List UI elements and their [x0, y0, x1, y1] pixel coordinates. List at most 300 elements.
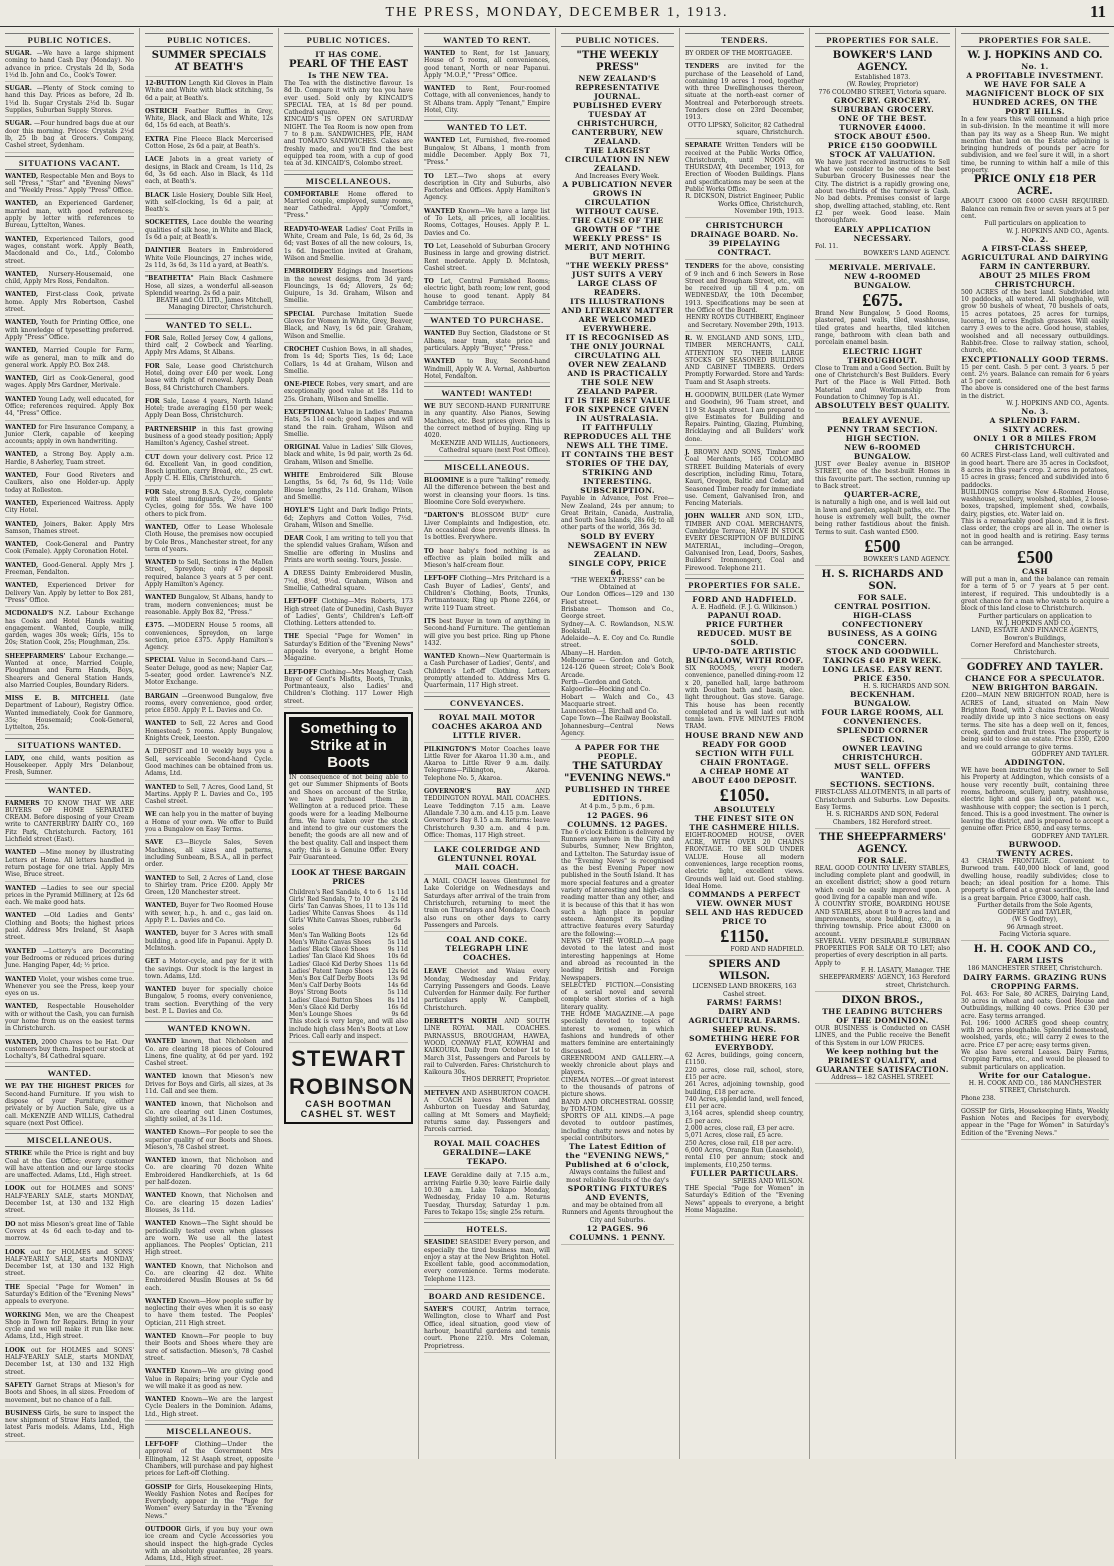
- ad-body: [424, 278, 550, 307]
- ad-subhead: NEW 4-ROOMED BUNGALOW.: [844, 272, 921, 291]
- ad-body: [5, 500, 134, 515]
- ad-text: —Greenwood Bungalow, five rooms, every convenience, good order, price £850. Apply P. L. Davies and Co.: [145, 692, 273, 715]
- classified-ad: [424, 1306, 550, 1353]
- ad-line: Apply to: [815, 959, 841, 967]
- ad-lead: WANTED,: [145, 902, 179, 910]
- ad-lead: TENDERS: [685, 63, 720, 71]
- ad-lead: SPECIAL: [145, 657, 176, 665]
- price-row: [289, 968, 408, 975]
- ad-text: Value in Ladies' Panama Hats, 5s 11d each; good shapes and will stand the rain. Graham, Wilson and Smellie.: [284, 408, 413, 438]
- feature-line: NEWS OF THE WORLD.—A page devoted to the latest and most interesting happenings at Home and abroad as recounted in the leading British and Foreign Newspapers.: [561, 938, 674, 982]
- hopkins-ad: [961, 50, 1109, 659]
- ad-text: —Mine money by illustrating Letters at Home. All letters handled in return postage for one trial. Apply Mrs Wise, Bruce street.: [5, 849, 135, 879]
- page-number: 11: [1089, 2, 1106, 21]
- ad-subhead: FARMS! FARMS!: [706, 998, 783, 1008]
- ad-body: [424, 618, 550, 647]
- classified-ad: [284, 570, 413, 595]
- dixon-ad: [815, 995, 950, 1084]
- ad-body: [145, 1441, 273, 1477]
- section-heading: WANTED TO RENT.: [424, 33, 550, 47]
- ad-signature: BOWKER'S LAND AGENCY.: [863, 249, 950, 257]
- ad-lead: BARGAIN: [145, 692, 179, 700]
- ad-body: [145, 247, 273, 269]
- sheepfarmers-ad: [815, 832, 950, 992]
- ad-text: AND TEDDINGTON ROYAL MAIL COACHES. Leave Teddington 7.15 a.m. Leave Allandale 7.30 a.m. and 4.15 p.m. Leave Governor's Bay 8.15 a.m. Returns: leave Christchurch 9.30 a.m. and 4 p.m. Office: Thomas, 117 High street.: [424, 788, 550, 839]
- ad-body: [5, 85, 134, 114]
- ad-subhead: THE LARGEST CIRCULATION IN NEW ZEALAND.: [564, 146, 671, 173]
- ad-lead: WANTED,: [5, 291, 39, 299]
- ad-text: THE Special "Page for Women" in Saturday's Edition of the "Evening News" appeals to everyone, a bright Home Magazine.: [685, 1185, 804, 1214]
- ad-text: Edgings and Insertions in the newest designs, from 3d yard; Flouncings, 1s 6d; Allovers, 2s 6d; Guipure, 1s 3d. Graham, Wilson and Smellie.: [284, 268, 413, 305]
- price-row: [289, 975, 408, 982]
- ad-text: Known, that Nicholsen and Co. are clearing 15 dozen Ladies' Blouses, 3s 11d.: [145, 1192, 273, 1214]
- ad-headline: SPIERS AND WILSON.: [708, 959, 781, 983]
- classified-ad: [145, 1396, 273, 1421]
- ad-body: [5, 1150, 134, 1179]
- ad-subhead: BECKENHAM.: [850, 690, 915, 700]
- section-heading: PUBLIC NOTICES.: [145, 33, 273, 47]
- ad-line: Further details from the Sole Agents,: [977, 901, 1093, 909]
- ad-text: for the above, consisting of 9 inch and 6 inch Sewers in Rose Street and Brougham Street, etc., will be received up till 4 p.m. on WEDNESDAY, the 10th December, 1913. Specifications may be seen at the Office of the Board.: [685, 263, 805, 315]
- ad-body: [145, 1526, 273, 1562]
- ad-text: In a few years this will command a high price in sub-division. In the meantime it will more than pay its way as a Sheep Run. We might mention that land on the Estate adjoining is bringing hundreds of pounds per acre for subdivision, and we feel sure it will, in a short time, be running to within half a mile of this property.: [961, 116, 1109, 175]
- ad-lead: FOR: [145, 488, 160, 496]
- ad-text: best Buyer in town of anything in Second-hand Furniture. The gentleman will give you best price. Ring up Phone 1432.: [424, 617, 551, 647]
- ad-subhead: 12 PAGES. 96 COLUMNS. 12 PAGES.: [567, 810, 668, 829]
- ad-lead: WANTED: [424, 330, 456, 338]
- ad-text: BROWN AND SONS, Timber and Coal Merchants, 165 COLOMBO STREET. Building Materials of every description, including Rimu, Totara, Kauri, Oregon, Baltic and Cedar, and Seasoned Timber ready for immediate use. Cement, Galvanised Iron, and Fencing Materials.: [685, 449, 805, 508]
- ad-text: out for HOLMES and SONS' HALF-YEARLY SALE, starts MONDAY, December 1st, at 130 and 132 High street.: [5, 1346, 134, 1376]
- ad-text: Feather Ruffles in Grey, White, Black, and Black and White, 12s 6d, 15s 6d each, at Beath's.: [145, 107, 274, 130]
- classified-ad: [145, 1129, 273, 1154]
- classified-ad: [145, 335, 273, 360]
- price-item: Girls' Tan Canvas Shoes, 11 to 1: [289, 903, 388, 911]
- classified-ad: [145, 108, 273, 133]
- ad-lead: EXTRA: [145, 135, 169, 143]
- ad-body: [424, 1172, 550, 1216]
- ad-lead: METEVEN: [424, 1089, 460, 1097]
- ad-text: out for HOLMES and SONS' HALF-YEARLY SALE, starts MONDAY, December 1st, at 130 and 132 High street.: [5, 1185, 134, 1215]
- ad-headline: GODFREY AND TAYLER.: [966, 662, 1104, 674]
- ad-lead: OSTRICH: [145, 107, 178, 115]
- ad-body: [284, 535, 413, 564]
- ad-lead: WANTED: [5, 912, 37, 920]
- ad-subhead: ABSOLUTELY BEST QUALITY.: [815, 401, 950, 411]
- ad-body: [145, 1484, 273, 1520]
- classified-ad: [145, 1192, 273, 1217]
- ad-subhead: SPORTING FIXTURES AND EVENTS,: [567, 1183, 668, 1202]
- price-item: Boys' Strong Boots: [289, 989, 347, 997]
- price-value: 16s 6d: [387, 1003, 408, 1011]
- ad-body: [5, 1284, 134, 1306]
- ad-body: [145, 275, 273, 297]
- classified-ad: [685, 142, 804, 218]
- ad-lead: HOYLE'S: [284, 507, 315, 515]
- price-item: Ladies' Glacé Button Shoes: [289, 996, 373, 1004]
- ad-body: [145, 1333, 273, 1362]
- classified-ad: [424, 575, 550, 614]
- agent-line: Kalgoorlie—Hocking and Co.: [561, 686, 651, 694]
- classified-ad: [424, 618, 550, 650]
- ad-subhead: A FIRST-CLASS SHEEP, AGRICULTURAL AND DAIRYING FARM IN CANTERBURY.: [961, 243, 1109, 271]
- section-heading: MISCELLANEOUS.: [424, 460, 550, 474]
- ad-subhead: NEW ZEALAND'S REPRESENTATIVE JOURNAL.: [575, 74, 660, 101]
- classified-ad: [5, 912, 134, 944]
- ford-hadfield-ad: [685, 595, 804, 957]
- ad-line: PRICE FURTHER REDUCED. MUST BE SOLD.: [696, 620, 793, 648]
- ad-price: PRICE ONLY £18 PER ACRE.: [973, 174, 1097, 198]
- ad-body: [424, 403, 550, 439]
- ad-body: [145, 219, 273, 241]
- ad-body: [685, 513, 804, 571]
- ad-text: N.Z. Labour Exchange has Cooks and Hotel Hands waiting engagement. Wanted, Couple, milk, garden, wages 30s week; Girls, 15s to 20s; Station Cook, 25s; Ploughman, 25s.: [5, 610, 134, 647]
- ad-lead: DAINTIER: [145, 247, 181, 255]
- ad-subhead: SINGLE COPY, PRICE 6d.: [568, 558, 667, 577]
- ad-headline: W. J. HOPKINS AND CO.: [967, 50, 1103, 61]
- ad-text: —Old Ladies and Gents' Clothing and Boots; the highest prices paid. Address Mrs Ireland, St Asaph street.: [5, 912, 135, 942]
- classified-ad: [424, 50, 550, 82]
- ad-body: [145, 811, 273, 833]
- price-item: Girls' Red Sandals, 7 to 10: [289, 895, 371, 903]
- section-heading: PUBLIC NOTICES.: [5, 33, 134, 47]
- ad-text: is naturally a high one, and is well laid out in lawn and garden, asphalt paths, etc. The house is extremely well built, the owner being rather fastidious about the finish. Terms to suit. Cash wanted £500.: [815, 499, 950, 536]
- ad-subhead: ADDINGTON.: [1004, 758, 1066, 768]
- ad-body: [424, 208, 550, 237]
- ad-lead: WE PAY THE HIGHEST PRICES: [5, 1083, 122, 1091]
- classified-ad: [5, 755, 134, 780]
- ad-text: to Rent, for 1st January, House of 5 rooms, all conveniences, good tenant, North or near Papanui. Apply "M.O.P.," "Press" Office.: [424, 50, 550, 79]
- ad-subhead: CASH: [1022, 567, 1048, 577]
- ad-body: [284, 598, 413, 627]
- ad-lead: LEFT-OFF: [145, 1441, 179, 1449]
- price-row: [289, 903, 408, 910]
- ad-text: SEASIDE! Every person, and especially the tired business man, will enjoy a stay at the New Brighton Hotel. Excellent table, good accommodation, every convenience. Terms moderate. Telephone 1123.: [424, 1239, 551, 1283]
- classified-ad: [284, 633, 413, 665]
- ad-body: [424, 50, 550, 79]
- ad-subhead: EXCEPTIONALLY GOOD TERMS.: [961, 354, 1109, 364]
- ad-claim: IT IS RECOGNISED AS THE ONLY JOURNAL CIRCULATING ALL OVER NEW ZEALAND AND IS PRACTICALLY THE SOLE NEW ZEALAND PAPER.: [565, 333, 670, 397]
- classified-ad: [5, 1221, 134, 1246]
- ad-price: £500: [1017, 547, 1053, 568]
- boots-advert: [284, 712, 416, 1124]
- ad-body: [5, 582, 134, 604]
- ad-text: for Second-hand Furniture. If you wish to dispose of your Furniture, either privately or by Auction Sale, give us a call. McKENZIE AND WILLIS, Cathedral square (next Post Office).: [5, 1083, 134, 1127]
- section-heading: WANTED KNOWN.: [145, 1021, 273, 1035]
- classified-ad: [424, 1172, 550, 1219]
- ad-body: [145, 363, 273, 392]
- ad-subhead: A CHEAP HOME AT ABOUT £400 DEPOSIT.: [691, 766, 798, 785]
- classified-ad: [424, 208, 550, 240]
- farm-line: 6,000 Acres, Orange Run (Leasehold), rental £10 per annum; stock and implements, £10,250 terms.: [685, 1146, 804, 1169]
- ad-lead: FOR: [145, 362, 160, 370]
- ad-lead: WANTED: [145, 1157, 177, 1165]
- ad-text: for Fire Insurance Company, a Junior Clerk, capable of keeping accounts; apply in own handwriting.: [5, 423, 134, 446]
- classified-ad: [685, 392, 804, 446]
- ad-lead: GOVERNOR'S BAY: [424, 788, 511, 796]
- ad-subhead: TURNOVER £4000.: [839, 122, 926, 132]
- ad-subhead: ABSOLUTELY: [714, 804, 775, 814]
- ad-body: [424, 1239, 550, 1283]
- ad-body: [5, 1083, 134, 1127]
- ad-text: Sale, Rolled Jersey Cow, 4 gallons, third calf, 2 Cowbeck and Yearling. Apply Mrs Adams, St Albans.: [145, 334, 274, 357]
- ad-text: Good-General. Apply Mrs J. Freeman, Fendalton.: [5, 561, 134, 577]
- ad-text: AND SOUTH LINE ROYAL MAIL COACHES. PARNASSUS, BROUGHAM, HAWEA, WOOD, CONWAY FLAT, KOWHAI and KAIKOURA. Daily from October 1st to March 31st, Passengers and Parcels by rail to Culverden. Fares: Christchurch to Kaikoura 30s.: [424, 1018, 551, 1077]
- farm-line: 261 Acres, adjoining township, good building, £18 per acre.: [685, 1081, 804, 1096]
- feature-line: CINEMA NOTES.—Of great interest to the thousands of patrons of picture shows.: [561, 1076, 674, 1099]
- ad-lead: "BEATHETTA": [145, 275, 194, 283]
- classified-ad: [145, 50, 273, 77]
- ad-body: [5, 755, 134, 777]
- ad-text: The 6 o'clock Edition is delivered by Runners anywhere in the City and Suburbs, Sumner, New Brighton, and Lyttelton. The Saturday issue of the "Evening News" is recognised as the best Evening Paper now published in the South Island. It has more special features and a greater variety of interesting and high-class reading matter than any other, and it is because of this that it has won such a high place in popular esteem. Amongst its leading attractive features every Saturday are the following:—: [561, 828, 674, 938]
- section-heading: SITUATIONS WANTED.: [5, 738, 134, 752]
- ad-body: [145, 1073, 273, 1095]
- ad-text: Robes, very smart, and are exceptionally good value at 18s 11d to 25s. Graham, Wilson and Smellie.: [284, 381, 413, 403]
- price-row: [289, 989, 408, 996]
- ad-lead: SPECIAL: [284, 310, 315, 318]
- classified-ad: [424, 746, 550, 785]
- farm-line: 220 acres, close rail, school, store, £15 per acre.: [685, 1066, 804, 1081]
- boots-body: IN consequence of not being able to get our Summer Shipments of Boots and Shoes on account of the Strike, we have purchased them in Wellington at a reduced price. These goods were for a leading Melbourne firm. We have taken over the stock and intend to give our customers the benefit; the goods are all new and of the best quality. Call and inspect them early; this is a Genuine Offer. Every Pair Guaranteed.: [289, 774, 408, 865]
- classified-ad: [685, 335, 804, 389]
- ad-text: Geraldine daily at 7.15 a.m., arriving Fairlie 9.30; leave Fairlie daily 10.30 a.m. Lake Tekapo Monday, Wednesday, Friday 10 a.m. Returns Tuesday, Thursday, Saturday 1 p.m. Fares to Tekapo 15s; single 25s return.: [424, 1172, 550, 1216]
- ad-line: Further particulars on application to: [978, 612, 1092, 620]
- ad-lead: WORKING: [5, 1311, 42, 1319]
- ad-subhead: PUBLISHED IN THREE EDITIONS.: [564, 785, 671, 804]
- price-row: [289, 946, 408, 953]
- ad-lead: WANTED: [145, 1073, 177, 1081]
- classified-ad: [145, 1157, 273, 1189]
- ad-lead: H.: [685, 391, 693, 399]
- classified-ad: [284, 346, 413, 378]
- ad-text: WE have been instructed by the owner to Sell his Property at Addington, which consists of a house very recently built, containing three rooms, bathroom, scullery, pantry, washhouse, electric light and gas laid on, patent w.c., washhouse with copper; the section is 1 perch, fenced. This is a good investment. The owner is leaving the district, and is prepared to accept a genuine offer. Price £850, and easy terms.: [961, 767, 1109, 833]
- ad-signature: BEATH and CO. LTD., James Mitchell, Managing Director, Christchurch.: [156, 297, 273, 312]
- ad-body: [145, 80, 273, 102]
- ad-text: Respectable Householder with or without the Cash, you can furnish your home from us on the easiest terms in Christchurch.: [5, 1003, 134, 1033]
- ad-lead: LEFT-OFF: [284, 598, 318, 606]
- price-item: Men's Calf Derby Boots: [289, 982, 361, 990]
- ad-lead: WANTED: [145, 1396, 177, 1404]
- ad-lead: EMBROIDERY: [284, 268, 333, 276]
- classified-ad: [5, 50, 134, 82]
- ad-body: [145, 622, 273, 651]
- section-heading: WANTED TO LET.: [424, 120, 550, 134]
- ad-lead: READY-TO-WEAR: [284, 225, 343, 233]
- classified-ad: [5, 424, 134, 449]
- ad-text: Let, Central Furnished Rooms; electric light, bath room; low rent, good house to good tenant. Apply 84 Cambridge terrace.: [424, 278, 551, 308]
- ad-lead: WANTED,: [5, 541, 39, 549]
- classified-ad: [5, 541, 134, 559]
- ad-lead: WANTED: [145, 1368, 177, 1376]
- classified-ad: [145, 192, 273, 217]
- ad-text: in this fast growing business of a good steady position; Apply Hamilton's Agency, Cashel street.: [145, 425, 273, 448]
- ad-text: A COUNTRY STORE, BOARDING HOUSE AND STABLES, about 8 to 9 acres land and improvements, store building, etc., in a thriving township. Price about £3000 on account.: [815, 901, 950, 938]
- ad-lead: WANTED,: [5, 319, 39, 327]
- ad-lead: PARTNERSHIP: [145, 425, 197, 433]
- price-row: [289, 910, 408, 917]
- ad-body: [424, 512, 550, 541]
- ad-body: [145, 1038, 273, 1067]
- ad-text: Sale, Lease good Christchurch Hotel, doing over £40 per week. Long lease with right of renewal. Apply Dean Boss, 84 Christchurch Chambers.: [145, 362, 273, 392]
- feature-line: SELECTED FICTION.—Consisting of a serial novel and several complete short stories of a high literary quality.: [561, 981, 674, 1011]
- ad-text: buyer for specially choice Bungalow, 5 rooms, every convenience, tram section. Everything of the very best. P. L. Davies and Co.: [145, 986, 274, 1015]
- classified-ad: [145, 1220, 273, 1259]
- classified-ad: [424, 1239, 550, 1286]
- ad-line: (W. Rowley, Proprietor): [846, 81, 919, 89]
- price-value: 12s 6d: [387, 931, 408, 939]
- ad-text: Four Good Riveters and Caulkers, also one Holder-up. Apply today at Rolleston.: [5, 472, 134, 494]
- price-row: [289, 932, 408, 939]
- ad-lead: GOSSIP: [145, 1483, 172, 1491]
- ad-subhead: DAIRY AND AGRICULTURAL FARMS. SHEEP RUNS.: [688, 1007, 801, 1035]
- ad-lead: LOOK: [5, 1185, 26, 1193]
- ad-headline: PEARL OF THE EAST: [288, 59, 409, 70]
- classified-ad: [145, 839, 273, 871]
- ad-text: —We have a large shipment coming to hand Cash Day (Monday). No advance in price. Crystals 2d lb, Soda 1½d lb. John and Co., Cook's Tower.: [5, 50, 134, 79]
- ad-text: (late Department of Labour), Registry Office. Wanted immediately, Cook for Ganmore, 35s; Housemaid; Cook-General, Lyttelton, 25s.: [5, 695, 134, 732]
- classified-ad: [284, 444, 413, 469]
- classified-ad: [145, 1333, 273, 1365]
- ad-text: Young Lady, well educated, for Office; references required. Apply Box 44, "Press" Office.: [5, 395, 134, 418]
- ad-lead: 12-BUTTON: [145, 80, 187, 87]
- classified-ad: [424, 330, 550, 355]
- ad-text: 60 ACRES First-class Land, well cultivated and in good heart. There are 35 acres in Cocksfoot, 8 acres in this year's crop. 2 acres in potatoes, 15 acres in grass; fenced and subdivided into 6 paddocks.: [961, 452, 1109, 489]
- price-row: [289, 997, 408, 1004]
- ad-price: £675.: [862, 290, 903, 311]
- ad-subhead: HOUSE BRAND NEW AND READY FOR GOOD SECTION WITH FULL CHAIN FRONTAGE.: [685, 730, 804, 767]
- ad-headline: ROYAL MAIL MOTOR COACHES AKAROA AND LITTLE RIVER.: [431, 712, 543, 740]
- ad-subhead: WE HAVE FOR SALE A MAGNIFICENT BLOCK OF SIX HUNDRED ACRES, ON THE PORT HILLS.: [965, 80, 1105, 116]
- ad-lead: CUT: [145, 453, 160, 461]
- price-item: Children's Red Sandals, 4 to 6: [289, 888, 382, 896]
- ad-headline: H. H. COOK AND CO.,: [973, 944, 1097, 956]
- ad-body: [685, 392, 804, 443]
- agent-line: Launceston—J. Birchall and Co.: [561, 708, 659, 716]
- ad-subhead: Is THE NEW TEA.: [308, 71, 389, 80]
- ad-body: [145, 693, 273, 715]
- ad-text: Nursery-Housemaid, one child, Apply Mrs Ross, Fendalton.: [5, 270, 135, 286]
- price-row: [289, 982, 408, 989]
- ad-text: GOODWIN, BUILDER (Late Wymer and Goodwin), 96 Tuam street, and 119 St Asaph street. I am prepared to give Estimates for Building and Repairs. Painting, Glazing, Plumbing, Bricklaying and all Builders' work done.: [685, 391, 805, 443]
- classified-ad: [5, 1312, 134, 1344]
- ad-lead: THE: [284, 633, 299, 641]
- ad-signature: Bowron's Buildings,: [1004, 634, 1066, 642]
- ad-signature: W. J. HOPKINS AND CO.,: [996, 619, 1074, 627]
- ad-text: Clothing—Mrs Meagher, Cash Buyer of Gent's Misfits, Boots, Trunks, Portmanteaux, also Ladies' and Children's Clothing. 117 Lower High street.: [284, 668, 413, 705]
- ad-text: Garnet Straps at Mieson's for Boots and Shoes, in all sizes. Freedom of movement, but no chance of a fall.: [5, 1381, 135, 1404]
- ad-text: DEPOSIT and 10 weekly buys you a Sell, serviceable Second-hand Cycle. Good machines can be obtained from us. Adams, Ltd.: [145, 748, 273, 778]
- ad-signature: LAND, ESTATE AND FINANCE AGENTS,: [971, 627, 1099, 635]
- ad-headline: LAKE COLERIDGE AND GLENTUNNEL ROYAL MAIL COACH.: [433, 845, 541, 873]
- ad-lead: A: [284, 570, 289, 578]
- ad-text: a Motor-cycle, and pay for it with the savings. Our stock is the largest in town. Adams, Ltd.: [145, 958, 274, 980]
- ad-signature: W. J. HOPKINS AND CO., Agents.: [1006, 227, 1109, 235]
- ad-body: [5, 347, 134, 369]
- ad-line: Phone 238.: [961, 1094, 996, 1102]
- ad-text: FIRST-CLASS ALLOTMENTS, in all parts of Christchurch and Suburbs. Low Deposits. Easy Terms.: [815, 789, 950, 811]
- ad-lead: WANTED,: [5, 200, 39, 208]
- ad-lead: WANTED,: [145, 523, 179, 531]
- classified-ad: [424, 935, 550, 965]
- classified-ad: [145, 219, 273, 244]
- classified-ad: [5, 472, 134, 497]
- classified-ad: [424, 548, 550, 573]
- ad-lead: WANTED: [424, 207, 456, 215]
- classified-ad: [685, 221, 804, 260]
- ad-body: [145, 398, 273, 420]
- ad-lead: THE: [5, 1283, 20, 1291]
- agent-line: Brisbane — Thomson and Co., George street.: [561, 605, 674, 621]
- ad-subhead: A PAPER FOR THE PEOPLE.: [575, 743, 660, 762]
- ad-subhead: A SPLENDID FARM.: [989, 416, 1081, 426]
- price-value: 9s 11d: [387, 946, 408, 954]
- ad-subhead: MUST SELL. OFFERS WANTED.: [834, 762, 931, 781]
- ad-subhead: SIXTY ACRES.: [1002, 425, 1068, 435]
- ad-text: Beaters in Embroidered White Voile Flouncings, 27 inches wide, 2s 11d, 3s 6d, 3s 11d a yard, at Beath's.: [145, 247, 273, 269]
- agent-line: Perth—Gordon and Gotch.: [561, 678, 643, 686]
- classified-ad: [5, 291, 134, 316]
- ad-text: And Increases Every Week.: [575, 173, 660, 180]
- ad-lead: SAYER'S: [424, 1306, 454, 1314]
- agent-line: Our London Offices—129 and 130 Fleet street.: [561, 591, 674, 606]
- ad-body: [145, 454, 273, 483]
- ad-headline: ROYAL MAIL COACHES GERALDINE—LAKE TEKAPO.: [433, 1139, 541, 1167]
- ad-text: Home offered to Married couple, employed, sunny rooms, near Cathedral. Apply "Comfort," "Press.": [284, 190, 413, 220]
- ad-subhead: PENNY TRAM SECTION.: [827, 425, 938, 435]
- ad-body: [284, 346, 413, 375]
- ad-line: 186 MANCHESTER STREET, Christchurch.: [967, 965, 1103, 973]
- section-heading: MISCELLANEOUS.: [145, 1424, 273, 1438]
- ad-text: to Sell, 22 Acres and Good Homestead; 5 rooms. Apply Bungalow, Knights Creek, Leeston.: [145, 720, 273, 743]
- ad-body: [5, 1382, 134, 1404]
- ad-lead: WANTED: [145, 1220, 177, 1228]
- ad-body: [5, 912, 134, 941]
- ad-text: KINCAID'S IS OPEN ON SATURDAY NIGHT. The Tea Room is now open from 7 to 8 p.m. SANDWICHES, PIE, HAM and TOMATO SANDWICHES. Cakes are freshly made, and you'll find the best equipped tea room, with a cup of good tea at 3d. KINCAID'S, Colombo street.: [284, 116, 413, 168]
- ad-text: JUST over Bealey avenue in BISHOP STREET, one of the best-built Homes in this favourite part. The section, running up to Back street.: [815, 461, 950, 491]
- ad-subhead: CENTRAL POSITION.: [834, 602, 931, 612]
- classified-ad: [145, 363, 273, 395]
- ad-lead: WANTED,: [5, 235, 39, 243]
- ad-line: PAPANUI ROAD.: [707, 611, 782, 621]
- price-item: Men's Lounge Shoes: [289, 1011, 353, 1019]
- classified-ad: [5, 1039, 134, 1064]
- ad-body: [685, 63, 804, 121]
- classified-ad: [145, 1101, 273, 1126]
- ad-body: [145, 1157, 273, 1186]
- price-item: Girls' White Canvas Shoes, rubber soles: [289, 917, 394, 932]
- ad-body: [5, 271, 134, 286]
- ad-signature: BOWKER'S LAND AGENCY.: [863, 555, 950, 563]
- classified-ad: [424, 1139, 550, 1169]
- ad-lead: SUGAR.: [5, 120, 32, 128]
- classified-ad: [5, 173, 134, 198]
- ad-claim: IT IS THE BEST VALUE FOR SIXPENCE GIVEN IN AUSTRALASIA.: [564, 396, 671, 424]
- ad-body: [145, 1192, 273, 1214]
- ad-body: [5, 120, 134, 149]
- ad-lead: WANTED: [145, 559, 177, 567]
- ad-lead: SOCKETTES,: [145, 219, 190, 227]
- ad-text: to Sell, Sections in the Mallen Street, Spreydon; only 47 deposit required, balance 3 years at 5 per cent. Apply Hamilton's Agency.: [145, 559, 273, 589]
- ad-line: UP-TO-DATE ARTISTIC BUNGALOW, WITH ROOF.: [685, 647, 804, 666]
- ad-lead: WANTED,: [5, 172, 39, 180]
- ad-body: [685, 449, 804, 507]
- ad-signature: H. H. COOK AND CO., 186 MANCHESTER STREET, Christchurch.: [968, 1079, 1102, 1095]
- ad-body: [5, 948, 134, 970]
- ad-body: [284, 191, 413, 220]
- ad-lead: WANTED: [145, 594, 177, 602]
- ad-lead: WANTED,: [5, 270, 39, 278]
- ad-body: [5, 653, 134, 689]
- ad-text: COURT, Antrim terrace, Wellington, close to Wharf and Post Office, ideal situation, good view of harbour, beautiful gardens and tennis court. Phone 2210. Mrs Coleman, Proprietress.: [424, 1306, 550, 1350]
